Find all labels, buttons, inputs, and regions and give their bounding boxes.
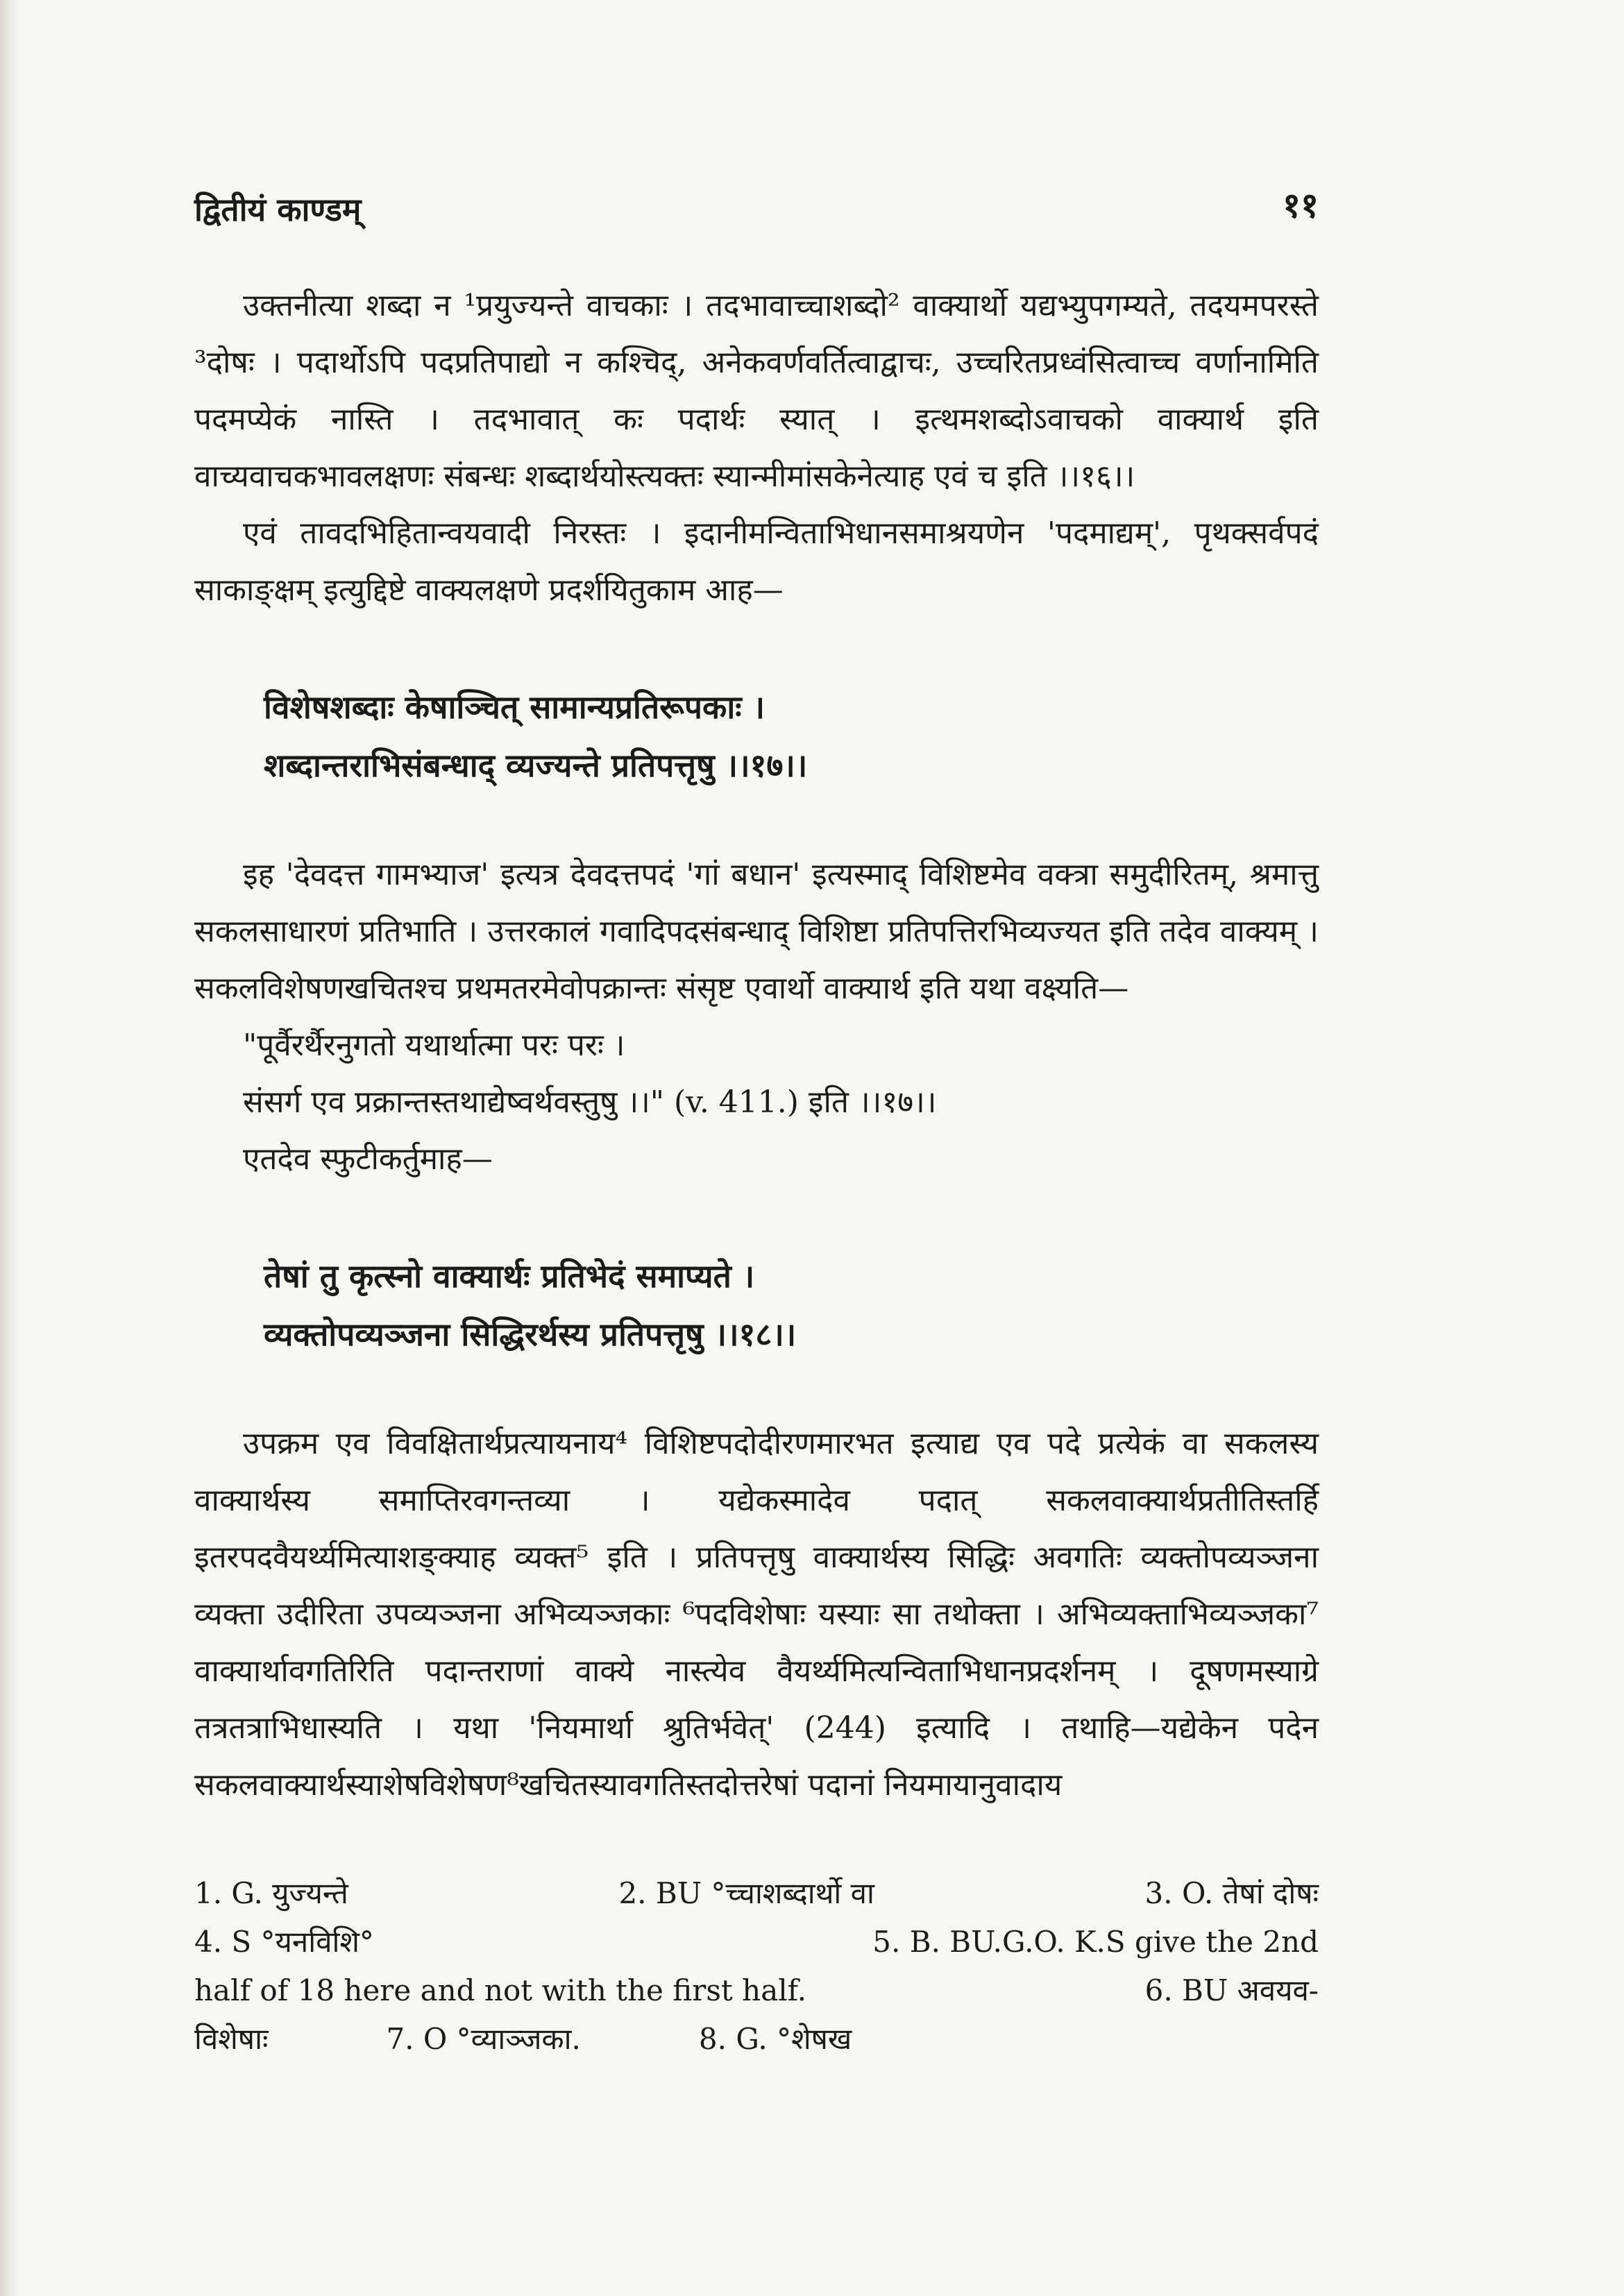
footnote-5-continued: half of 18 here and not with the first half. (194, 1973, 807, 2007)
page-header (194, 173, 1319, 250)
quotation-line-1: "पूर्वैरर्थैरनुगतो यथार्थात्मा परः परः । (243, 1028, 625, 1063)
footnotes (194, 1869, 1319, 2064)
verse-17-line-1: विशेषशब्दाः केषाञ्चित् सामान्यप्रतिरूपकाः । (264, 688, 766, 726)
footnote-row-3 (194, 1966, 1319, 2015)
verse-17 (194, 678, 1319, 794)
page-number: ११ (1283, 185, 1319, 226)
quotation-line-3: एतदेव स्फुटीकर्तुमाह— (243, 1141, 493, 1177)
footnote-6: 6. BU अवयव- (1144, 1973, 1319, 2007)
verse-17-line-2: शब्दान्तराभिसंबन्धाद् व्यज्यन्ते प्रतिपत्तृषु ।।१७।। (264, 747, 808, 784)
footnote-row-1 (194, 1869, 1319, 1918)
footnote-6-continued: विशेषाः (194, 2022, 269, 2056)
commentary-paragraph-4: उपक्रम एव विवक्षितार्थप्रत्यायनाय⁴ विशिष्टपदोदीरणमारभत इत्याद्य एव पदे प्रत्येकं वा सकलस्य वाक्यार्थस्य समाप्तिरवगन्तव्या । यद्येकस्मादेव पदात् सकलवाक्यार्थप्रतीतिस्तर्हि इतरपदवैयर्थ्यमित्याशङ्क्याह व्यक्त⁵ इति । प्रतिपत्तृषु वाक्यार्थस्य सिद्धिः अवगतिः व्यक्तोपव्यञ्जना व्यक्ता उदीरिता उपव्यञ्जना अभिव्यञ्जकाः ⁶पदविशेषाः यस्याः सा तथोक्ता । अभिव्यक्ताभिव्यञ्जका⁷ वाक्यार्थावगतिरिति पदान्तराणां वाक्ये नास्त्येव वैयर्थ्यमित्यन्विताभिधानप्रदर्शनम् । दूषणमस्याग्रे तत्रतत्राभिधास्यति । यथा 'नियमार्था श्रुतिर्भवेत्' (244) इत्यादि । तथाहि—यद्येकेन पदेन सकलवाक्यार्थस्याशेषविशेषण⁸खचितस्यावगतिस्तदोत्तरेषां पदानां नियमायानुवादाय (194, 1426, 1319, 1803)
footnote-7: 7. O °व्याञ्जका. (386, 2022, 581, 2056)
footnote-row-2 (194, 1918, 1319, 1966)
quotation-line-2: संसर्ग एव प्रक्रान्तस्तथाद्येष्वर्थवस्तुषु ।।" (v. 411.) इति ।।१७।। (243, 1085, 937, 1120)
commentary-paragraph-3: इह 'देवदत्त गामभ्याज' इत्यत्र देवदत्तपदं 'गां बधान' इत्यस्माद् विशिष्टमेव वक्त्रा समुदीरितम्, श्रमात्तु सकलसाधारणं प्रतिभाति । उत्तरकालं गवादिपदसंबन्धाद् विशिष्टा प्रतिपत्तिरभिव्यज्यत इति तदेव वाक्यम् । सकलविशेषणखचितश्च प्रथमतरमेवोपक्रान्तः संसृष्ट एवार्थो वाक्यार्थ इति यथा वक्ष्यति— (194, 857, 1319, 1006)
verse-18-line-2: व्यक्तोपव्यञ्जना सिद्धिरर्थस्य प्रतिपत्तृषु ।।१८।। (264, 1316, 797, 1353)
verse-18 (194, 1247, 1319, 1363)
quotation-block (194, 1017, 1319, 1188)
page-content (194, 173, 1319, 2064)
commentary-paragraph-1: उक्तनीत्या शब्दा न ¹प्रयुज्यन्ते वाचकाः । तदभावाच्चाशब्दो² वाक्यार्थो यद्यभ्युपगम्यते, तदयमपरस्ते ³दोषः । पदार्थोऽपि पदप्रतिपाद्यो न कश्चिद्, अनेकवर्णवर्तित्वाद्वाचः, उच्चरितप्रध्वंसित्वाच्च वर्णानामिति पदमप्येकं नास्ति । तदभावात् कः पदार्थः स्यात् । इत्थमशब्दोऽवाचको वाक्यार्थ इति वाच्यवाचकभावलक्षणः संबन्धः शब्दार्थयोस्त्यक्तः स्यान्मीमांसकेनेत्याह एवं च इति ।।१६।। (194, 288, 1319, 494)
verse-18-line-1: तेषां तु कृत्स्नो वाक्यार्थः प्रतिभेदं समाप्यते । (264, 1257, 755, 1295)
footnote-8: 8. G. °शेषख (698, 2022, 852, 2056)
running-head: द्वितीयं काण्डम् (194, 191, 362, 228)
footnote-5: 5. B. BU.G.O. K.S give the 2nd (872, 1925, 1319, 1959)
scan-binding-edge (0, 0, 21, 2296)
footnote-4: 4. S °यनविशि° (194, 1925, 374, 1959)
footnote-2: 2. BU °च्चाशब्दार्थो वा (618, 1876, 874, 1910)
footnote-row-4 (194, 2015, 1319, 2064)
footnote-3: 3. O. तेषां दोषः (1144, 1876, 1319, 1910)
footnote-1: 1. G. युज्यन्ते (194, 1876, 348, 1910)
commentary-paragraph-2: एवं तावदभिहितान्वयवादी निरस्तः । इदानीमन्विताभिधानसमाश्रयणेन 'पदमाद्यम्', पृथक्सर्वपदं साकाङ्क्षम् इत्युद्दिष्टे वाक्यलक्षणे प्रदर्शयितुकाम आह— (194, 516, 1319, 608)
